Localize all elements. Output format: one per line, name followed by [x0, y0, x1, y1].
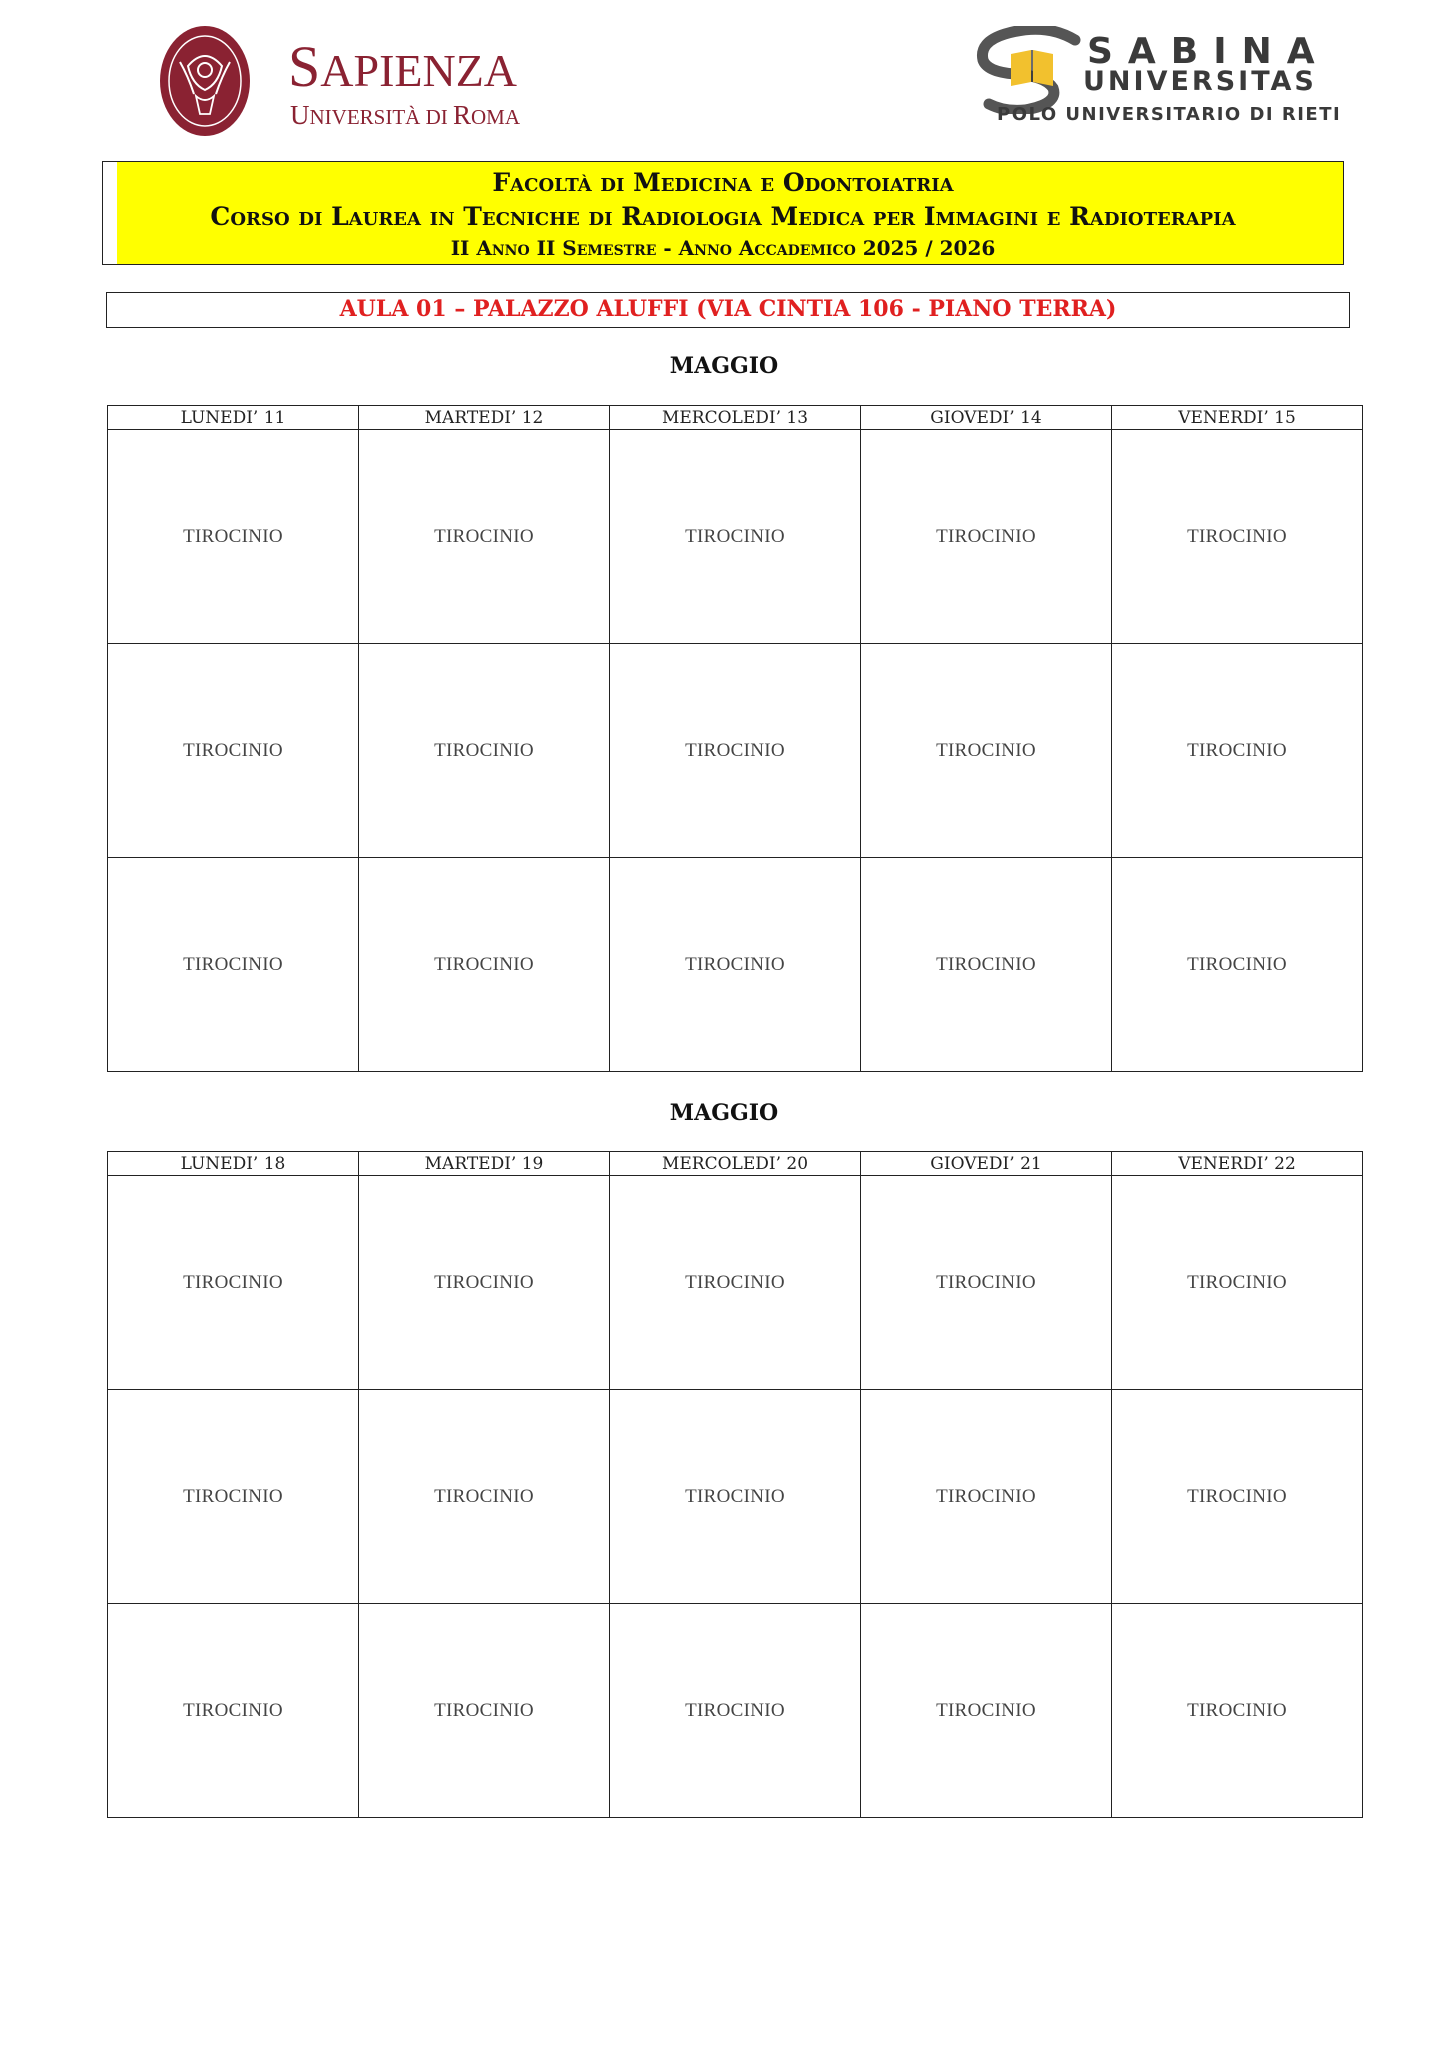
schedule-cell: TIROCINIO — [861, 1176, 1112, 1390]
table-row — [108, 430, 1363, 644]
schedule-cell: TIROCINIO — [610, 430, 861, 644]
schedule-cell: TIROCINIO — [1112, 1604, 1363, 1818]
schedule-cell: TIROCINIO — [108, 1604, 359, 1818]
schedule-cell: TIROCINIO — [861, 1604, 1112, 1818]
schedule-cell: TIROCINIO — [359, 1176, 610, 1390]
day-header-row — [108, 1152, 1363, 1176]
month-heading: MAGGIO — [669, 353, 779, 379]
table-row — [108, 1176, 1363, 1390]
schedule-cell: TIROCINIO — [861, 430, 1112, 644]
schedule-cell: TIROCINIO — [359, 858, 610, 1072]
schedule-cell: TIROCINIO — [610, 1176, 861, 1390]
day-header: VENERDI’ 22 — [1112, 1152, 1363, 1176]
sapienza-subtitle: UNIVERSITÀ DI ROMA — [290, 100, 521, 130]
sabina-universitas-logo — [975, 26, 1342, 136]
table-row — [108, 1604, 1363, 1818]
schedule-cell: TIROCINIO — [108, 644, 359, 858]
day-header-row — [108, 406, 1363, 430]
day-header: MERCOLEDI’ 20 — [610, 1152, 861, 1176]
schedule-cell: TIROCINIO — [610, 644, 861, 858]
schedule-cell: TIROCINIO — [861, 858, 1112, 1072]
faculty-title: Facoltà di Medicina e Odontoiatria — [492, 168, 954, 197]
sapienza-name: SAPIENZA — [288, 34, 518, 99]
schedule-cell: TIROCINIO — [861, 644, 1112, 858]
schedule-cell: TIROCINIO — [610, 1390, 861, 1604]
schedule-cell: TIROCINIO — [1112, 644, 1363, 858]
schedule-cell: TIROCINIO — [359, 1390, 610, 1604]
table-row — [108, 1390, 1363, 1604]
month-heading: MAGGIO — [669, 1100, 779, 1126]
schedule-cell: TIROCINIO — [359, 1604, 610, 1818]
schedule-cell: TIROCINIO — [1112, 1390, 1363, 1604]
schedule-cell: TIROCINIO — [610, 858, 861, 1072]
day-header: MARTEDI’ 19 — [359, 1152, 610, 1176]
day-header: GIOVEDI’ 21 — [861, 1152, 1112, 1176]
location-banner: AULA 01 – PALAZZO ALUFFI (VIA CINTIA 106 - PIANO TERRA) — [106, 292, 1350, 328]
schedule-cell: TIROCINIO — [1112, 858, 1363, 1072]
day-header: LUNEDI’ 11 — [108, 406, 359, 430]
day-header: GIOVEDI’ 14 — [861, 406, 1112, 430]
schedule-cell: TIROCINIO — [1112, 430, 1363, 644]
schedule-cell: TIROCINIO — [1112, 1176, 1363, 1390]
schedule-cell: TIROCINIO — [108, 858, 359, 1072]
day-header: MARTEDI’ 12 — [359, 406, 610, 430]
schedule-table-week-1 — [107, 405, 1363, 1072]
sabina-subname: UNIVERSITAS — [1083, 66, 1317, 97]
year-semester: II Anno II Semestre - Anno Accademico 2025 / 2026 — [450, 236, 996, 260]
course-title: Corso di Laurea in Tecniche di Radiologia Medica per Immagini e Radioterapia — [210, 202, 1236, 231]
sabina-tagline: POLO UNIVERSITARIO DI RIETI — [997, 104, 1342, 125]
schedule-cell: TIROCINIO — [610, 1604, 861, 1818]
sabina-book-icon — [975, 26, 1093, 114]
schedule-cell: TIROCINIO — [108, 1176, 359, 1390]
day-header: MERCOLEDI’ 13 — [610, 406, 861, 430]
day-header: VENERDI’ 15 — [1112, 406, 1363, 430]
schedule-cell: TIROCINIO — [359, 644, 610, 858]
schedule-cell: TIROCINIO — [861, 1390, 1112, 1604]
schedule-cell: TIROCINIO — [108, 1390, 359, 1604]
table-row — [108, 858, 1363, 1072]
schedule-cell: TIROCINIO — [108, 430, 359, 644]
sabina-name: SABINA — [1087, 31, 1330, 72]
schedule-cell: TIROCINIO — [359, 430, 610, 644]
table-row — [108, 644, 1363, 858]
course-header — [102, 161, 1344, 265]
day-header: LUNEDI’ 18 — [108, 1152, 359, 1176]
sapienza-seal-icon — [158, 24, 252, 138]
schedule-table-week-2 — [107, 1151, 1363, 1818]
sapienza-logo — [158, 24, 558, 142]
